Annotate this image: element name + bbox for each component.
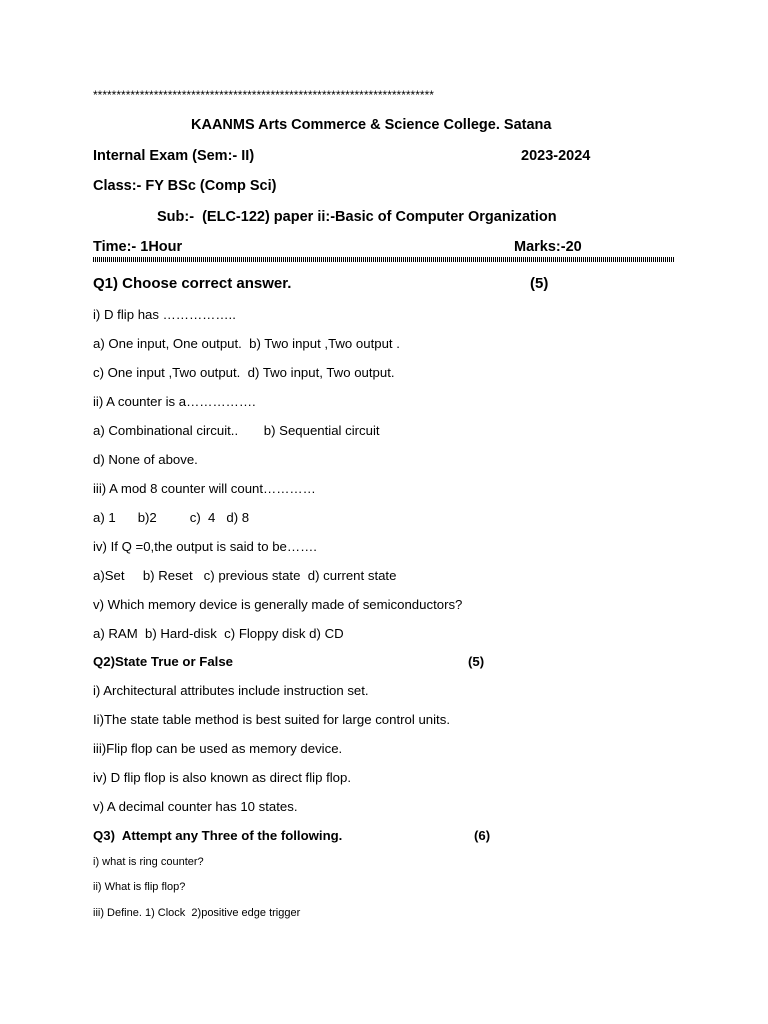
q1-line: iii) A mod 8 counter will count………… — [93, 481, 316, 496]
college-name: KAANMS Arts Commerce & Science College. Satana — [191, 117, 552, 133]
exam-title: Internal Exam (Sem:- II) — [93, 148, 255, 164]
q2-line: i) Architectural attributes include instruction set. — [93, 683, 369, 698]
q1-line: iv) If Q =0,the output is said to be……. — [93, 539, 317, 554]
q1-line: v) Which memory device is generally made of semiconductors? — [93, 597, 463, 612]
academic-year: 2023-2024 — [521, 148, 591, 164]
q2-title: Q2)State True or False — [93, 654, 233, 669]
q1-line: a) 1 b)2 c) 4 d) 8 — [93, 510, 250, 525]
subject-label: Sub:- (ELC-122) paper ii:-Basic of Computer Organization — [157, 209, 557, 225]
time-label: Time:- 1Hour — [93, 239, 183, 255]
q1-line: a)Set b) Reset c) previous state d) current state — [93, 568, 397, 583]
q1-line: a) Combinational circuit.. b) Sequential circuit — [93, 423, 380, 438]
q1-line: a) One input, One output. b) Two input ,Two output . — [93, 336, 400, 351]
q1-line: d) None of above. — [93, 452, 198, 467]
q2-line: v) A decimal counter has 10 states. — [93, 799, 298, 814]
header-divider — [93, 257, 675, 262]
q1-line: ii) A counter is a……………. — [93, 394, 256, 409]
q1-line: a) RAM b) Hard-disk c) Floppy disk d) CD — [93, 626, 344, 641]
q1-line: c) One input ,Two output. d) Two input, Two output. — [93, 365, 395, 380]
q2-marks: (5) — [468, 654, 485, 669]
q2-line: iv) D flip flop is also known as direct flip flop. — [93, 770, 351, 785]
q3-line: ii) What is flip flop? — [93, 881, 186, 893]
class-label: Class:- FY BSc (Comp Sci) — [93, 178, 277, 194]
q3-line: iii) Define. 1) Clock 2)positive edge trigger — [93, 907, 301, 919]
q1-line: i) D flip has …………….. — [93, 307, 236, 322]
q2-line: iii)Flip flop can be used as memory device. — [93, 741, 343, 756]
q3-title: Q3) Attempt any Three of the following. — [93, 828, 343, 843]
q3-line: i) what is ring counter? — [93, 856, 204, 868]
q2-line: Ii)The state table method is best suited for large control units. — [93, 712, 450, 727]
q1-marks: (5) — [530, 275, 549, 292]
star-border: ************************************************************************* — [93, 88, 434, 102]
marks-label: Marks:-20 — [514, 239, 582, 255]
q3-marks: (6) — [474, 828, 491, 843]
q1-title: Q1) Choose correct answer. — [93, 275, 292, 292]
